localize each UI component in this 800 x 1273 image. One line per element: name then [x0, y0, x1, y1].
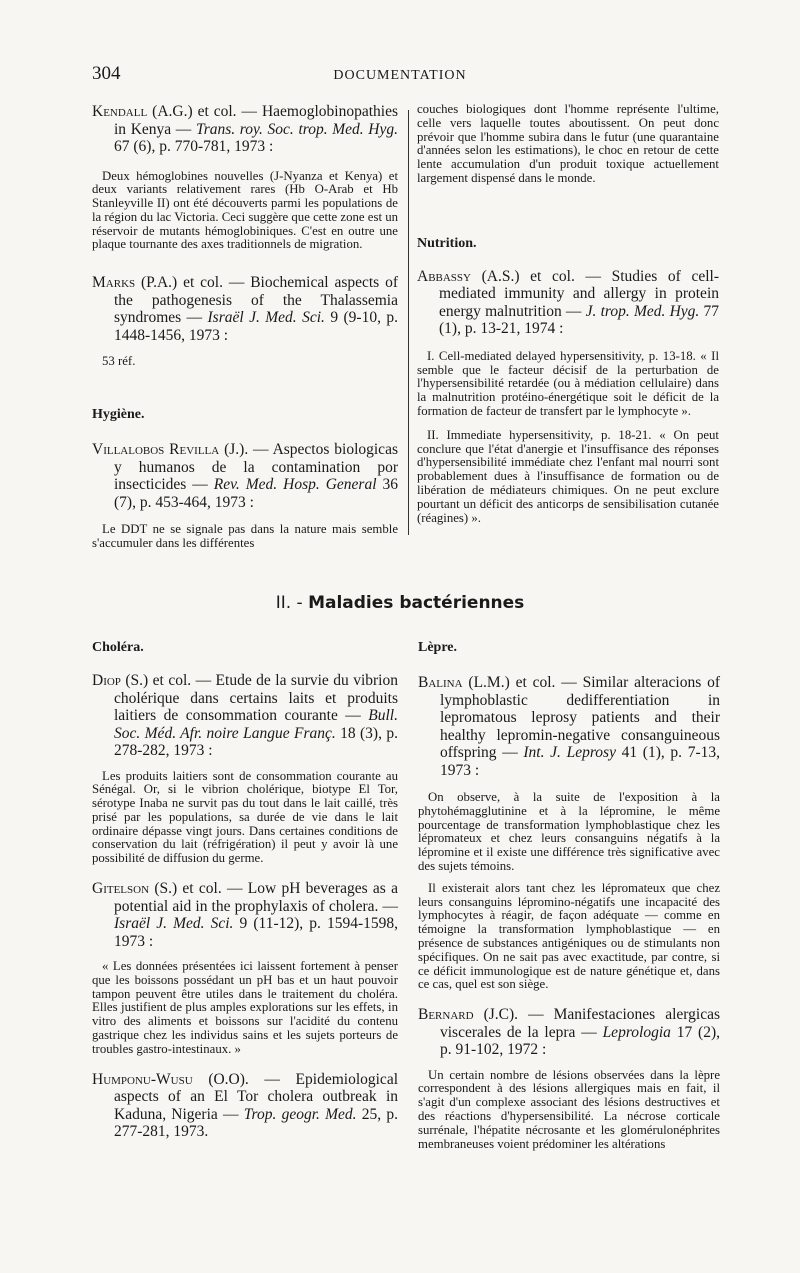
abstract-diop: Les produits laitiers sont de consommation courante au Sénégal. Or, si le vibrion cholérique, biotype El Tor, sérotype Inaba ne survit pas du tout dans le lait caillé, très prisé par les populations, sa durée de vie dans le lait ordinaire dépasse vingt jours. Dans certaines conditions de conservation du lait (réfrigération) il peut y avoir là une possibilité de diffusion du germe.: [92, 768, 398, 866]
ref-author: Kendall: [92, 103, 148, 120]
bottom-left-column: [92, 640, 398, 1151]
ref-citation: (P.A.) et col. — Biochemical aspects of the pathogenesis of the Thalassemia syndromes —: [114, 274, 398, 327]
ref-citation: (A.S.) et col. — Studies of cell-mediated immunity and allergy in protein energy malnutrition —: [439, 267, 719, 320]
note-references: 53 réf.: [102, 354, 136, 369]
ref-citation: (J.C). — Manifestaciones alergicas viscerales de la lepra —: [440, 1006, 720, 1041]
abstract-abbassy-1: I. Cell-mediated delayed hypersensitivity, p. 13-18. « Il semble que le facteur décisif de la perturbation de l'hypersensibilité retardée (ou à médiation cellulaire) dans la malnutrition protéino-énergétique soit le déficit de la formation de facteur de transfert par le lymphocyte ».: [417, 348, 719, 418]
top-right-column: [417, 103, 719, 531]
ref-journal: Leprologia: [602, 1023, 671, 1041]
section-name: Maladies bactériennes: [308, 593, 525, 613]
heading-nutrition: Nutrition.: [417, 235, 477, 251]
heading-cholera: Choléra.: [92, 640, 144, 655]
ref-details: 9 (9-10, p. 1448-1456, 1973 :: [114, 309, 398, 344]
reference-villalobos: [92, 441, 398, 511]
ref-journal: Int. J. Leprosy: [523, 744, 616, 761]
ref-author: Diop: [92, 672, 121, 689]
ref-author: Humponu-Wusu: [92, 1070, 193, 1088]
page-number: 304: [92, 63, 121, 84]
ref-author: Marks: [92, 274, 136, 292]
ref-details: 77 (1), p. 13-21, 1974 :: [439, 302, 720, 338]
column-divider: [408, 110, 409, 535]
ref-citation: (S.) et col. — Etude de la survie du vibrion cholérique dans certains laits et produits laitiers de consommation courante —: [114, 672, 398, 724]
ref-citation: (S.) et col. — Low pH beverages as a potential aid in the prophylaxis of cholera. —: [114, 880, 398, 915]
ref-journal: Trop. geogr. Med.: [243, 1105, 357, 1123]
ref-details: 36 (7), p. 453-464, 1973 :: [114, 476, 399, 511]
reference-marks: [92, 274, 398, 344]
ref-author: Bernard: [418, 1006, 474, 1024]
ref-author: Balina: [418, 674, 463, 691]
reference-bernard: [418, 1006, 720, 1059]
ref-journal: Israël J. Med. Sci.: [207, 309, 325, 327]
ref-journal: J. trop. Med. Hyg.: [585, 302, 700, 320]
ref-details: 9 (11-12), p. 1594-1598, 1973 :: [114, 915, 398, 950]
reference-gitelson: [92, 880, 398, 950]
ref-journal: Trans. roy. Soc. trop. Med. Hyg.: [195, 120, 398, 138]
ref-citation: (O.O). — Epidemiological aspects of an El Tor cholera outbreak in Kaduna, Nigeria —: [114, 1070, 398, 1123]
ref-journal: Bull. Soc. Méd. Afr. noire Langue Franç.: [114, 707, 398, 742]
ref-author: Gitelson: [92, 880, 150, 898]
section-title: [0, 593, 800, 613]
reference-kendall: [92, 103, 398, 156]
ref-journal: Rev. Med. Hosp. General: [213, 476, 377, 494]
ref-details: 17 (2), p. 91-102, 1972 :: [440, 1023, 720, 1059]
ref-journal: Israël J. Med. Sci.: [114, 915, 234, 933]
abstract-continuation: couches biologiques dont l'homme représente l'ultime, celle vers laquelle toutes aboutissent. On peut donc prévoir que l'homme subira dans le futur (une quarantaine d'années selon les estimations), le choc en retour de cette lente accumulation d'un produit toxique actuellement largement dispensé dans le monde.: [417, 102, 719, 185]
reference-abbassy: [417, 268, 719, 338]
top-left-column: [92, 103, 398, 557]
ref-citation: (L.M.) et col. — Similar alteracions of lymphoblastic dedifferentiation in lepromatous leprosy patients and their healthy lepromin-negative consanguineous offspring —: [440, 674, 720, 761]
abstract-villalobos: Le DDT ne se signale pas dans la nature mais semble s'accumuler dans les différentes: [92, 522, 398, 551]
ref-details: 67 (6), p. 770-781, 1973 :: [114, 138, 274, 155]
running-header: DOCUMENTATION: [333, 68, 467, 83]
section-number: II. -: [275, 593, 309, 613]
heading-hygiene: Hygiène.: [92, 407, 145, 423]
ref-details: 41 (1), p. 7-13, 1973 :: [440, 744, 720, 779]
ref-citation: (A.G.) et col. — Haemoglobinopathies in Kenya —: [114, 103, 398, 138]
abstract-balina-1: On observe, à la suite de l'exposition à la phytohémagglutinine et à la lépromine, le même pourcentage de transformation lymphoblastique chez les lépromateux et chez leurs consanguins négatifs à la lépromine et il existe une différence très significative avec des sujets témoins.: [418, 790, 720, 873]
abstract-abbassy-2: II. Immediate hypersensitivity, p. 18-21. « On peut conclure que l'état d'anergie et l'insuffisance des réponses d'hypersensibilité immédiate chez l'enfant mal nourri sont probablement dues à l'insuffisance de formation ou de libération de médiateurs chimiques. On ne peut exclure pourtant un déficit des anticorps de sensibilisation cutanée (réagines) ».: [417, 427, 719, 525]
heading-lepre: Lèpre.: [418, 640, 458, 655]
reference-balina: [418, 674, 720, 779]
abstract-gitelson: « Les données présentées ici laissent fortement à penser que les boissons possédant un pH bas et un haut pouvoir tampon peuvent être utiles dans le traitement du choléra. Elles justifient de plus amples explorations sur les effets, in vitro des aliments et boissons sur l'acidité du contenu gastrique chez les individus sains et les sujets porteurs de troubles gastro-intestinaux. »: [92, 959, 398, 1056]
bottom-right-column: [418, 640, 720, 1157]
ref-author: Villalobos Revilla: [92, 441, 220, 459]
ref-details: 25, p. 277-281, 1973.: [114, 1105, 399, 1141]
ref-details: 18 (3), p. 278-282, 1973 :: [114, 724, 398, 759]
reference-diop: [92, 672, 398, 760]
abstract-kendall: Deux hémoglobines nouvelles (J-Nyanza et Kenya) et deux variants relativement rares (Hb O-Arab et Hb Stanleyville II) ont été découverts parmi les populations de la région du lac Victoria. Ceci suggère que cette zone est un réservoir de mutants hémoglobiniques. C'est en outre une plaque tournante des axes traditionnels de migration.: [92, 168, 399, 252]
ref-author: Abbassy: [417, 267, 471, 285]
abstract-bernard: Un certain nombre de lésions observées dans la lèpre correspondent à des lésions allergiques mais en fait, il s'agit d'un complexe associant des lésions destructives et des réactions d'hypersensibilité. La nécrose corticale surrénale, l'hépatite nécrosante et les glomérulonéphrites membraneuses voient prédominer les altérations: [418, 1067, 720, 1151]
reference-humponu-wusu: [92, 1071, 398, 1141]
abstract-balina-2: Il existerait alors tant chez les lépromateux que chez leurs consanguins lépromino-négatifs une incapacité des lymphocytes à réagir, de façon adéquate — comme en témoigne la transformation lymphoblastique — en présence de substances antigéniques ou de stimulants non spécifiques. On ne sait pas avec exactitude, par contre, si ce déficit immunologique est de nature génétique et, dans ce cas, quel est son siège.: [418, 880, 720, 992]
ref-citation: (J.). — Aspectos biologicas y humanos de la contamination por insecticides —: [114, 441, 398, 494]
